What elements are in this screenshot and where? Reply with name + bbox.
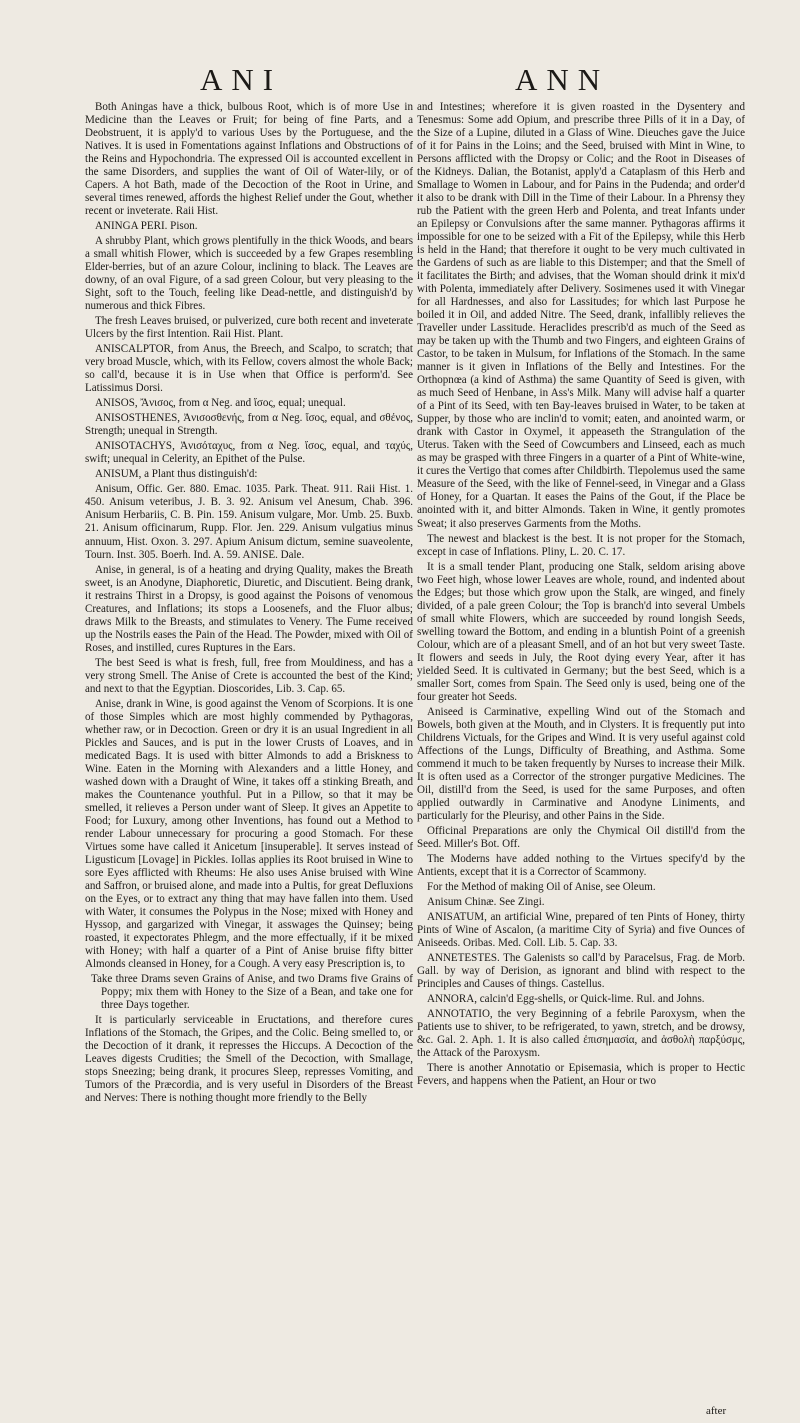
paragraph: Both Aningas have a thick, bulbous Root, which is of more Use in Medicine than the Leaves or Fruit; for being of fine Parts, and a Deobstruent, it is apply'd to various Uses by the Portuguese, and the Natives. It is used in Fomentations against Inflations and Obstructions of the Reins and Hypochondria. The expressed Oil is accounted excellent in the same Disorders, and supplies the want of Oil of Water-lily, or of Capers. A hot Bath, made of the Decoction of the Root in Urine, and several times renewed, affords the highest Relief under the Gout, whether recent or inveterate. Raii Hist. bbox=[85, 101, 413, 218]
left-column bbox=[85, 101, 413, 1417]
paragraph: It is a small tender Plant, producing one Stalk, seldom arising above two Feet high, whose lower Leaves are whole, round, and indented about the Edges; but those which grow upon the Stalk, are winged, and finely divided, of a pale green Colour; the Top is branch'd into several Umbels of small white Flowers, which are succeeded by round longish Seeds, swelling toward the Bottom, and ending in a bluntish Point of a greenish Colour, which are of a pleasant Smell, and of an hot but very sweet Taste. It flowers and seeds in July, the Root dying every Year, after it has yielded Seed. It is cultivated in Germany; but the best Seed, which is a smaller Sort, comes from Spain. The Seed only is used, being one of the four greater hot Seeds. bbox=[417, 560, 745, 703]
paragraph: The Moderns have added nothing to the Virtues specify'd by the Antients, except that it is a Corrector of Scammony. bbox=[417, 852, 745, 878]
entry-heading: ANISCALPTOR, from Anus, the Breech, and Scalpo, to scratch; that very broad Muscle, which, with its Fellow, covers almost the whole Back; so call'd, because it is in Use when that Office is perform'd. See Latissimus Dorsi. bbox=[85, 343, 413, 395]
paragraph: There is another Annotatio or Episemasia, which is proper to Hectic Fevers, and happens when the Patient, an Hour or two bbox=[417, 1062, 745, 1088]
entry-heading: ANISOSTHENES, Ἀνισοσθενής, from α Neg. ἴσος, equal, and σθένος, Strength; unequal in Strength. bbox=[85, 412, 413, 438]
entry-heading: ANISATUM, an artificial Wine, prepared of ten Pints of Honey, thirty Pints of Wine of Ascalon, (a maritime City of Syria) and five Ounces of Aniseeds. Oribas. Med. Coll. Lib. 5. Cap. 33. bbox=[417, 910, 745, 949]
cross-reference: Anisum Chinæ. See Zingi. bbox=[427, 895, 545, 908]
paragraph: The fresh Leaves bruised, or pulverized, cure both recent and inveterate Ulcers by the first Intention. Raii Hist. Plant. bbox=[85, 315, 413, 341]
entry-heading: ANINGA PERI. Pison. bbox=[95, 220, 198, 233]
paragraph: The newest and blackest is the best. It is not proper for the Stomach, except in case of Inflations. Pliny, L. 20. C. 17. bbox=[417, 532, 745, 558]
paragraph: and Intestines; wherefore it is given roasted in the Dysentery and Tenesmus: Some add Opium, and prescribe three Pills of it in a Day, of the Size of a Lupine, diluted in a Glass of Wine. Dieuches gave the Juice of it for Pains in the Loins; and the Seed, bruised with Mint in Wine, to Persons afflicted with the Dropsy or Colic; and the Root in Diseases of the Kidneys. Dalian, the Botanist, apply'd a Cataplasm of this Herb and Smallage to Women in Labour, and for Pains in the Pudenda; and order'd it also to be drank with Dill in the Time of their Labour. In a Phrensy they rub the Patient with the green Herb and Polenta, and treat Infants under an Epilepsy or Convulsions after the same manner. Pythagoras affirms it impossible for one to be seized with a Fit of the Epilepsy, while this Herb is held in the Hand; that therefore it ought to be very much cultivated in the Gardens of such as are liable to this Distemper; and that the Smell of it facilitates the Birth; and advises, that the Woman should drink it mix'd with Polenta, immediately after Delivery. Sosimenes used it with Vinegar for all Hardnesses, and also for Lassitudes; for which last Purpose he boiled it in Oil, and added Nitre. The Seed, drank, infallibly relieves the Traveller under Lassitude. Heraclides prescrib'd as much of the Seed as may be taken up with the Thumb and two Fingers, and eighteen Grains of Castor, to be taken in Mulsum, for Inflations of the Stomach. In the same manner is it given in Inflations of the Belly and Intestines. For the Orthopnœa (a kind of Asthma) the same Quantity of Seed is given, with as much Seed of Henbane, in Ass's Milk. Many will advise half a quarter of a Pint of its Seed, with ten Bay-leaves bruised in Water, to be taken at Supper, by those who are inclin'd to vomit; eaten, and anointed warm, or drank with Castor in Oxymel, it appeaseth the Strangulation of the Uterus. Taken with the Seed of Cowcumbers and Linseed, each as much as may be grasped with three Fingers in a quarter of a Pint of White-wine, it cures the Vertigo that comes after Childbirth. Tlepolemus used the same Measure of the Seed, with the like of Fennel-seed, in Vinegar and a Glass of Honey, for a Quartan. It eases the Pains of the Gout, if the Place be anointed with it, and bitter Almonds. Taken in Wine, it gently promotes Sweat; it also preserves Garments from the Moths. bbox=[417, 101, 745, 530]
prescription: Take three Drams seven Grains of Anise, and two Drams five Grains of Poppy; mix them with Honey to the Size of a Bean, and take one for three Days together. bbox=[91, 973, 413, 1012]
entry-heading: ANNETESTES. The Galenists so call'd by Paracelsus, Frag. de Morb. Gall. by way of Derision, as ignorant and blind with respect to the Principles and Causes of things. Castellus. bbox=[417, 952, 745, 991]
paragraph: Anise, drank in Wine, is good against the Venom of Scorpions. It is one of those Simples which are most highly commended by Pythagoras, whether raw, or in Decoction. Green or dry it is an usual Ingredient in all Pickles and Sauces, and is put in the lower Crusts of Loaves, and in medicated Bags. It is used with bitter Almonds to add a Briskness to Wine. Eaten in the Morning with Alexanders and a little Honey, and washed down with a Draught of Wine, it takes off a stinking Breath, and makes the Countenance youthful. Put in a Pillow, so that it may be smelled, it relieves a Person under want of Sleep. It gives an Appetite to Food; for Luxury, among other Inventions, has found out a Method to render Labour unnecessary for procuring a good Stomach. For these Virtues some have called it Anicetum [insuperable]. It serves instead of Ligusticum [Lovage] in Pickles. Iollas applies its Root bruised in Wine to sore Eyes afflicted with Rheums: He also uses Anise bruised with Wine and Saffron, or bruised alone, and made into a Pultis, for great Defluxions on the Eyes, or to extract any thing that may have fallen into them. Used with Water, it consumes the Polypus in the Nose; mixed with Honey and Hyssop, and gargarized with Vinegar, it asswages the Quinsey; being roasted, it expectorates Phlegm, and the more effectually, if it be mixed with Honey; with half a quarter of a Pint of Anise bruise fifty bitter Almonds cleansed in Honey, for a Cough. A very easy Prescription is, to bbox=[85, 697, 413, 970]
synonyms-paragraph: Anisum, Offic. Ger. 880. Emac. 1035. Park. Theat. 911. Raii Hist. 1. 450. Anisum veteribus, J. B. 3. 92. Anisum vel Anesum, Chab. 396. Anisum Herbariis, C. B. Pin. 159. Anisum vulgare, Mor. Umb. 25. Buxb. 21. Anisum officinarum, Rupp. Flor. Jen. 229. Anisum vulgatius minus annuum, Hist. Oxon. 3. 297. Apium Anisum dictum, semine suaveolente, Tourn. Inst. 305. Boerh. Ind. A. 59. ANISE. Dale. bbox=[85, 483, 413, 561]
running-head-right: ANN bbox=[515, 62, 610, 97]
right-column bbox=[417, 101, 745, 1417]
paragraph: It is particularly serviceable in Eructations, and therefore cures Inflations of the Stomach, the Gripes, and the Colic. Being smelled to, or the Decoction of it drank, it represses the Hiccups. A Decoction of the Leaves digests Crudities; the Smell of the Decoction, with Smallage, stops Sneezing; being drank, it procures Sleep, represses Vomiting, and Tumors of the Præcordia, and is very useful in Disorders of the Breast and Nerves: There is nothing thought more friendly to the Belly bbox=[85, 1014, 413, 1105]
entry-heading: ANISUM, a Plant thus distinguish'd: bbox=[95, 468, 258, 481]
entry-heading: ANNORA, calcin'd Egg-shells, or Quick-lime. Rul. and Johns. bbox=[427, 993, 705, 1006]
entry-heading: ANNOTATIO, the very Beginning of a febrile Paroxysm, when the Patients use to shiver, to be refrigerated, to yawn, stretch, and be drowsy, &c. Gal. 2. Aph. 1. It is also called ἐπισημασία, and ἀσθολὴ παρξύσμς, the Attack of the Paroxysm. bbox=[417, 1008, 745, 1060]
entry-heading: ANISOS, Ἄνισος, from α Neg. and ἴσος, equal; unequal. bbox=[95, 397, 346, 410]
paragraph: The best Seed is what is fresh, full, free from Mouldiness, and has a very strong Smell. The Anise of Crete is accounted the best of the Kind; and next to that the Egyptian. Dioscorides, Lib. 3. Cap. 65. bbox=[85, 656, 413, 695]
paragraph: Officinal Preparations are only the Chymical Oil distill'd from the Seed. Miller's Bot. Off. bbox=[417, 824, 745, 850]
paragraph: A shrubby Plant, which grows plentifully in the thick Woods, and bears a small whitish Flower, which is succeeded by a few Grapes resembling Elder-berries, but of an azure Colour, inclining to black. The Leaves are downy, of an oval Figure, of a sad green Colour, but very pleasing to the Sight, soft to the Touch, feeling like Dead-nettle, and distinguish'd by numerous and thick Fibres. bbox=[85, 235, 413, 313]
running-head-left: ANI bbox=[200, 62, 283, 97]
entry-heading: ANISOTACHYS, Ἀνισόταχυς, from α Neg. ἴσος, equal, and ταχύς, swift; unequal in Celerity, an Epithet of the Pulse. bbox=[85, 440, 413, 466]
paragraph: Anise, in general, is of a heating and drying Quality, makes the Breath sweet, is an Anodyne, Diaphoretic, Diuretic, and Discutient. Being drank, it restrains Thirst in a Dropsy, is good against the Poisons of venomous Creatures, and Inflations; its stops a Loosenefs, and the Fluor albus; draws Milk to the Breasts, and stimulates to Venery. The Fume received up the Nostrils eases the Pain of the Head. The Powder, mixed with Oil of Roses, and instilled, cures Ruptures in the Ears. bbox=[85, 563, 413, 654]
paragraph: For the Method of making Oil of Anise, see Oleum. bbox=[427, 880, 656, 893]
catchword: after bbox=[706, 1405, 727, 1417]
paragraph: Aniseed is Carminative, expelling Wind out of the Stomach and Bowels, both given at the Mouth, and in Clysters. It is frequently put into Childrens Victuals, for the Gripes and Wind. It is very useful against cold Affections of the Lungs, Difficulty of Breathing, and Asthma. Some commend it much to be taken frequently by Nurses to increase their Milk. It is often used as a Corrector of the stronger purgative Medicines. The Oil, distill'd from the Seed, is used for the same Purposes, and often applied outwardly in Carminative and Anodyne Liniments, and particularly for the Pleurisy, and other Pains in the Side. bbox=[417, 705, 745, 822]
